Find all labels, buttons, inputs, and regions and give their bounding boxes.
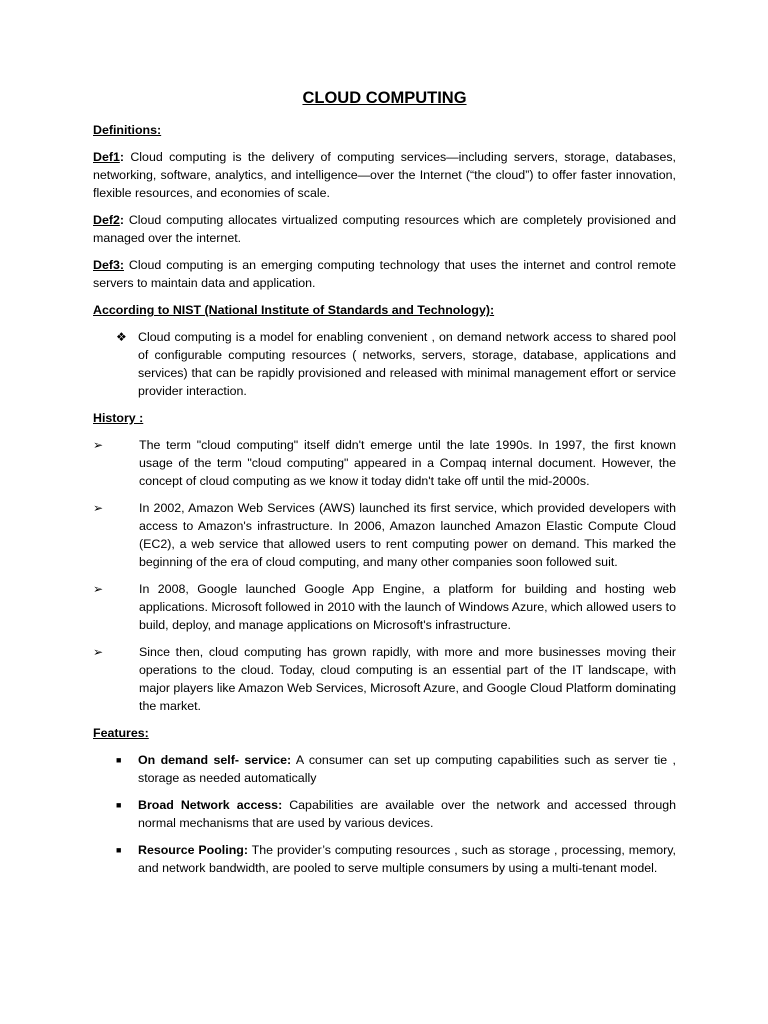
definition-2-colon: : (119, 213, 124, 227)
definition-1 (93, 148, 676, 202)
feature-list-item (93, 841, 676, 877)
definition-2-label: Def2 (93, 213, 120, 227)
history-list-item (93, 643, 676, 715)
definitions-heading: Definitions: (93, 123, 162, 137)
definition-1-label: Def1 (93, 150, 120, 164)
feature-text (138, 841, 676, 877)
square-bullet-icon: ■ (116, 755, 122, 765)
history-item-text: Since then, cloud computing has grown rapidly, with more and more businesses moving their operations to the cloud. Today, cloud computing is an essential part of the IT landscape, with major players like Amazon Web Services, Microsoft Azure, and Google Cloud Platform dominating the market. (139, 645, 676, 713)
feature-name: On demand self- service: (138, 753, 292, 767)
definition-1-colon: : (119, 150, 124, 164)
history-item-text: In 2002, Amazon Web Services (AWS) launched its first service, which provided developers with access to Amazon's infrastructure. In 2006, Amazon launched Amazon Elastic Compute Cloud (EC2), a web service that allowed users to rent computing power on demand. This marked the beginning of the era of cloud computing, and many other companies soon followed suit. (139, 501, 676, 569)
history-list-item (93, 436, 676, 490)
history-heading: History : (93, 411, 144, 425)
definition-1-text: Cloud computing is the delivery of computing services—including servers, storage, databases, networking, software, analytics, and intelligence—over the Internet (“the cloud”) to offer faster innovation, flexible resources, and economies of scale. (93, 150, 676, 200)
history-list-item (93, 580, 676, 634)
feature-list-item (93, 751, 676, 787)
definition-3-label: Def3: (93, 258, 124, 272)
history-item-text: In 2008, Google launched Google App Engine, a platform for building and hosting web applications. Microsoft followed in 2010 with the launch of Windows Azure, which allowed users to build, deploy, and manage applications on Microsoft's infrastructure. (139, 582, 676, 632)
definition-2-text: Cloud computing allocates virtualized computing resources which are completely provisioned and managed over the internet. (93, 213, 676, 245)
square-bullet-icon: ■ (116, 845, 122, 855)
arrow-bullet-icon: ➢ (93, 582, 104, 596)
feature-list-item (93, 796, 676, 832)
diamond-bullet-icon: ❖ (116, 330, 127, 344)
nist-item-text: Cloud computing is a model for enabling convenient , on demand network access to shared pool of configurable computing resources ( networks, servers, storage, database, applications and services) that can be rapidly provisioned and released with minimal management effort or service provider interaction. (138, 330, 676, 398)
feature-name: Broad Network access: (138, 798, 283, 812)
square-bullet-icon: ■ (116, 800, 122, 810)
definition-2 (93, 211, 676, 247)
arrow-bullet-icon: ➢ (93, 501, 104, 515)
feature-name: Resource Pooling: (138, 843, 248, 857)
nist-list-item (93, 328, 676, 400)
arrow-bullet-icon: ➢ (93, 645, 104, 659)
definition-3-text: Cloud computing is an emerging computing technology that uses the internet and control remote servers to maintain data and application. (93, 258, 676, 290)
document-title: CLOUD COMPUTING (302, 89, 467, 107)
history-list-item (93, 499, 676, 571)
feature-text (138, 751, 676, 787)
definition-3 (93, 256, 676, 292)
nist-heading: According to NIST (National Institute of Standards and Technology): (93, 303, 495, 317)
feature-description: The provider’s computing resources , such as storage , processing, memory, and network bandwidth, are pooled to serve multiple consumers by using a multi-tenant model. (138, 843, 677, 875)
feature-description: A consumer can set up computing capabilities such as server tie , storage as needed automatically (138, 753, 677, 785)
feature-description: Capabilities are available over the network and accessed through normal mechanisms that are used by various devices. (138, 798, 676, 830)
arrow-bullet-icon: ➢ (93, 438, 104, 452)
features-heading: Features: (93, 726, 149, 740)
feature-text (138, 796, 676, 832)
history-item-text: The term "cloud computing" itself didn't emerge until the late 1990s. In 1997, the first known usage of the term "cloud computing" appeared in a Compaq internal document. However, the concept of cloud computing as we know it today didn't take off until the mid-2000s. (139, 438, 676, 488)
